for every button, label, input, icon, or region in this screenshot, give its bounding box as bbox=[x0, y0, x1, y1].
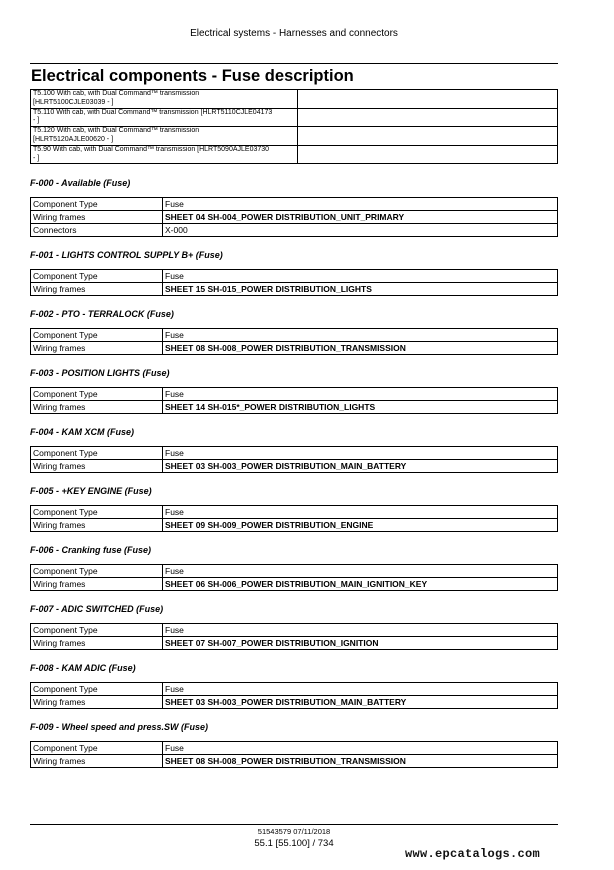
fuse-properties-table bbox=[30, 328, 558, 355]
property-value: SHEET 14 SH-015*_POWER DISTRIBUTION_LIGHTS bbox=[163, 401, 558, 414]
fuse-title: F-003 - POSITION LIGHTS (Fuse) bbox=[30, 368, 170, 378]
table-row bbox=[31, 211, 558, 224]
fuse-title: F-007 - ADIC SWITCHED (Fuse) bbox=[30, 604, 164, 614]
fuse-section bbox=[30, 249, 558, 296]
property-value: Fuse bbox=[163, 198, 558, 211]
property-value: Fuse bbox=[163, 329, 558, 342]
title-rule bbox=[30, 63, 558, 64]
model-description bbox=[31, 108, 298, 127]
table-row bbox=[31, 270, 558, 283]
property-label: Component Type bbox=[31, 329, 163, 342]
fuse-section bbox=[30, 544, 558, 591]
model-value bbox=[298, 145, 558, 164]
property-label: Component Type bbox=[31, 742, 163, 755]
fuse-properties-table bbox=[30, 623, 558, 650]
fuse-list bbox=[30, 177, 558, 780]
fuse-title: F-004 - KAM XCM (Fuse) bbox=[30, 427, 135, 437]
fuse-title: F-009 - Wheel speed and press.SW (Fuse) bbox=[30, 722, 209, 732]
table-row bbox=[31, 388, 558, 401]
table-row bbox=[31, 578, 558, 591]
fuse-section bbox=[30, 308, 558, 355]
property-value: SHEET 09 SH-009_POWER DISTRIBUTION_ENGINE bbox=[163, 519, 558, 532]
fuse-properties-table bbox=[30, 446, 558, 473]
fuse-properties-table bbox=[30, 564, 558, 591]
fuse-section bbox=[30, 367, 558, 414]
model-line-1: T5.120 With cab, with Dual Command™ transmission bbox=[33, 127, 200, 135]
model-line-1: T5.90 With cab, with Dual Command™ transmission [HLRT5090AJLE03730 bbox=[33, 145, 270, 153]
property-label: Wiring frames bbox=[31, 637, 163, 650]
property-label: Wiring frames bbox=[31, 696, 163, 709]
table-row bbox=[31, 342, 558, 355]
fuse-properties-table bbox=[30, 197, 558, 237]
fuse-title: F-006 - Cranking fuse (Fuse) bbox=[30, 545, 152, 555]
footer-document-code: 51543579 07/11/2018 bbox=[257, 827, 331, 836]
property-value: Fuse bbox=[163, 447, 558, 460]
property-label: Component Type bbox=[31, 198, 163, 211]
table-row bbox=[31, 624, 558, 637]
property-label: Wiring frames bbox=[31, 755, 163, 768]
property-value: X-000 bbox=[163, 224, 558, 237]
model-row bbox=[31, 108, 558, 127]
fuse-title: F-001 - LIGHTS CONTROL SUPPLY B+ (Fuse) bbox=[30, 250, 223, 260]
property-label: Component Type bbox=[31, 624, 163, 637]
property-label: Component Type bbox=[31, 447, 163, 460]
fuse-section bbox=[30, 485, 558, 532]
table-row bbox=[31, 447, 558, 460]
model-row bbox=[31, 90, 558, 109]
property-value: Fuse bbox=[163, 624, 558, 637]
property-label: Component Type bbox=[31, 565, 163, 578]
running-header: Electrical systems - Harnesses and connectors bbox=[190, 28, 398, 39]
fuse-title: F-000 - Available (Fuse) bbox=[30, 178, 131, 188]
property-value: Fuse bbox=[163, 742, 558, 755]
property-label: Wiring frames bbox=[31, 211, 163, 224]
model-line-2: [HLRT5120AJLE00620 - ] bbox=[33, 135, 114, 143]
watermark-url: www.epcatalogs.com bbox=[405, 847, 541, 861]
property-label: Wiring frames bbox=[31, 283, 163, 296]
model-value bbox=[298, 108, 558, 127]
property-label: Wiring frames bbox=[31, 460, 163, 473]
property-label: Wiring frames bbox=[31, 519, 163, 532]
property-label: Wiring frames bbox=[31, 401, 163, 414]
property-value: Fuse bbox=[163, 683, 558, 696]
property-label: Wiring frames bbox=[31, 578, 163, 591]
table-row bbox=[31, 696, 558, 709]
table-row bbox=[31, 683, 558, 696]
property-value: Fuse bbox=[163, 506, 558, 519]
property-label: Component Type bbox=[31, 270, 163, 283]
table-row bbox=[31, 224, 558, 237]
fuse-section bbox=[30, 177, 558, 237]
property-value: Fuse bbox=[163, 565, 558, 578]
model-line-2: - ] bbox=[33, 117, 40, 125]
model-line-2: [HLRT5100CJLE03039 - ] bbox=[33, 98, 114, 106]
table-row bbox=[31, 329, 558, 342]
fuse-properties-table bbox=[30, 387, 558, 414]
fuse-title: F-005 - +KEY ENGINE (Fuse) bbox=[30, 486, 152, 496]
property-value: SHEET 03 SH-003_POWER DISTRIBUTION_MAIN_BATTERY bbox=[163, 460, 558, 473]
property-value: SHEET 08 SH-008_POWER DISTRIBUTION_TRANSMISSION bbox=[163, 342, 558, 355]
property-value: SHEET 04 SH-004_POWER DISTRIBUTION_UNIT_PRIMARY bbox=[163, 211, 558, 224]
model-value bbox=[298, 90, 558, 109]
fuse-properties-table bbox=[30, 682, 558, 709]
fuse-properties-table bbox=[30, 269, 558, 296]
fuse-section bbox=[30, 426, 558, 473]
property-value: Fuse bbox=[163, 270, 558, 283]
page-title: Electrical components - Fuse description bbox=[31, 67, 354, 85]
model-description bbox=[31, 90, 298, 109]
property-label: Component Type bbox=[31, 506, 163, 519]
fuse-properties-table bbox=[30, 741, 558, 768]
model-description bbox=[31, 127, 298, 146]
fuse-properties-table bbox=[30, 505, 558, 532]
property-value: Fuse bbox=[163, 388, 558, 401]
table-row bbox=[31, 198, 558, 211]
fuse-section bbox=[30, 662, 558, 709]
fuse-section bbox=[30, 721, 558, 768]
table-row bbox=[31, 506, 558, 519]
fuse-title: F-002 - PTO - TERRALOCK (Fuse) bbox=[30, 309, 174, 319]
model-applicability-table bbox=[30, 89, 558, 164]
footer-rule bbox=[30, 824, 558, 825]
property-value: SHEET 03 SH-003_POWER DISTRIBUTION_MAIN_BATTERY bbox=[163, 696, 558, 709]
model-line-1: T5.110 With cab, with Dual Command™ transmission [HLRT5110CJLE04173 bbox=[33, 108, 273, 116]
property-label: Connectors bbox=[31, 224, 163, 237]
fuse-section bbox=[30, 603, 558, 650]
model-line-1: T5.100 With cab, with Dual Command™ transmission bbox=[33, 90, 200, 97]
model-value bbox=[298, 127, 558, 146]
property-value: SHEET 07 SH-007_POWER DISTRIBUTION_IGNITION bbox=[163, 637, 558, 650]
model-description bbox=[31, 145, 298, 164]
model-row bbox=[31, 145, 558, 164]
table-row bbox=[31, 519, 558, 532]
table-row bbox=[31, 565, 558, 578]
table-row bbox=[31, 742, 558, 755]
property-label: Component Type bbox=[31, 388, 163, 401]
table-row bbox=[31, 755, 558, 768]
property-value: SHEET 06 SH-006_POWER DISTRIBUTION_MAIN_IGNITION_KEY bbox=[163, 578, 558, 591]
property-value: SHEET 08 SH-008_POWER DISTRIBUTION_TRANSMISSION bbox=[163, 755, 558, 768]
property-value: SHEET 15 SH-015_POWER DISTRIBUTION_LIGHTS bbox=[163, 283, 558, 296]
table-row bbox=[31, 637, 558, 650]
footer-page-number: 55.1 [55.100] / 734 bbox=[254, 838, 334, 849]
table-row bbox=[31, 401, 558, 414]
model-row bbox=[31, 127, 558, 146]
model-line-2: - ] bbox=[33, 154, 40, 162]
table-row bbox=[31, 460, 558, 473]
fuse-title: F-008 - KAM ADIC (Fuse) bbox=[30, 663, 136, 673]
property-label: Wiring frames bbox=[31, 342, 163, 355]
property-label: Component Type bbox=[31, 683, 163, 696]
table-row bbox=[31, 283, 558, 296]
